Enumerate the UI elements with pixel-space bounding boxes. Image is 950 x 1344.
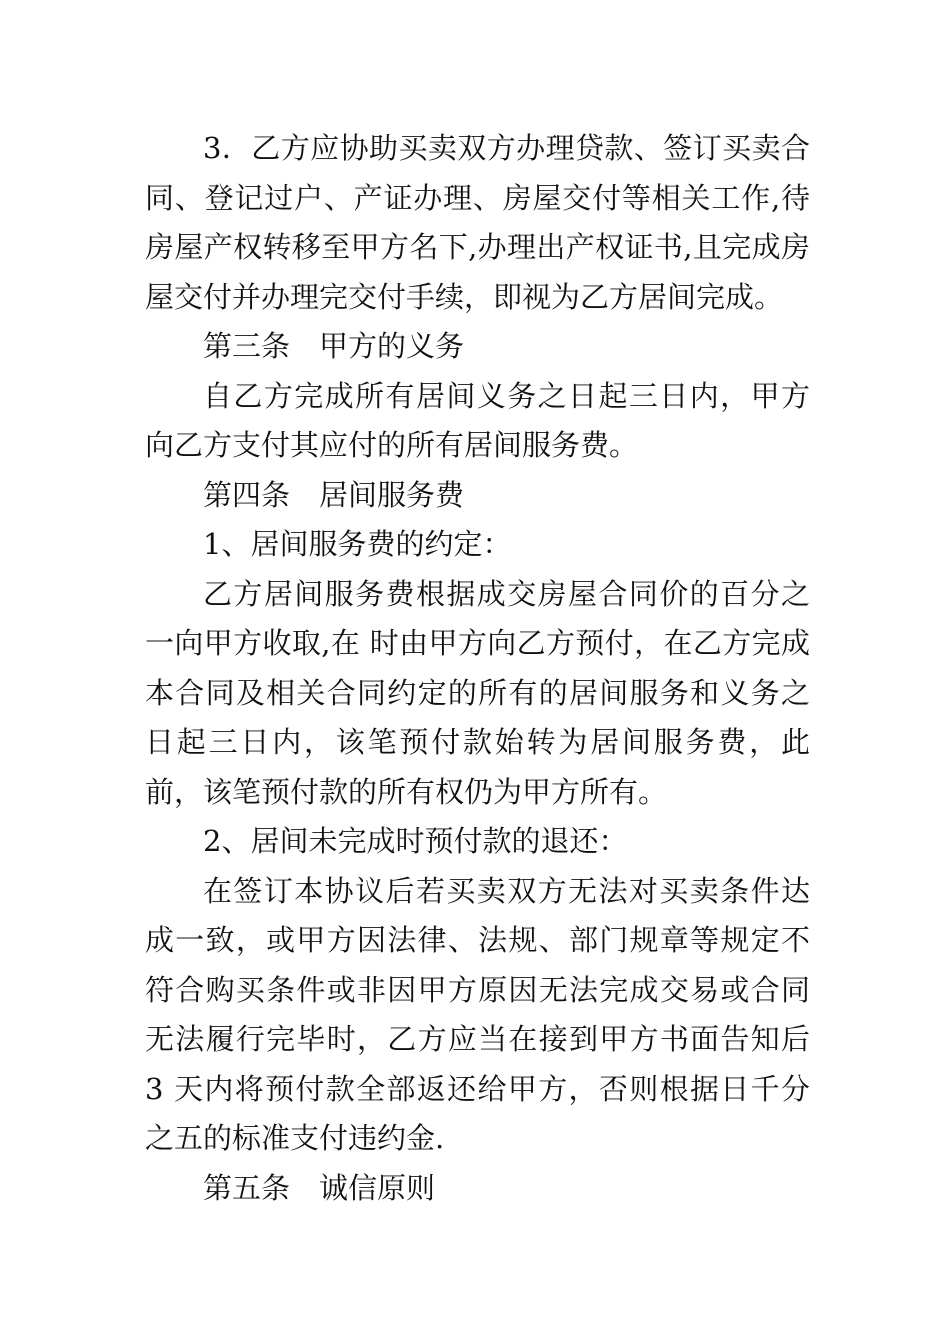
paragraph-prepayment-refund: 在签订本协议后若买卖双方无法对买卖条件达成一致，或甲方因法律、法规、部门规章等规定不符合购买条件或非因甲方原因无法完成交易或合同无法履行完毕时，乙方应当在接到甲方书面告知后 3 天内将预付款全部返还给甲方，否则根据日千分之五的标准支付违约金. bbox=[145, 873, 810, 1155]
heading-article-3: 第三条 甲方的义务 bbox=[203, 329, 465, 363]
subheading-fee-agreement: 1、居间服务费的约定： bbox=[203, 527, 512, 561]
paragraph-party-a-obligation: 自乙方完成所有居间义务之日起三日内，甲方向乙方支付其应付的所有居间服务费。 bbox=[145, 378, 810, 462]
paragraph-clause-3: 3．乙方应协助买卖双方办理贷款、签订买卖合同、登记过户、产证办理、房屋交付等相关工作,待房屋产权转移至甲方名下,办理出产权证书,且完成房屋交付并办理完交付手续，即视为乙方居间完成。 bbox=[145, 131, 810, 314]
heading-article-5: 第五条 诚信原则 bbox=[203, 1170, 436, 1205]
heading-article-4: 第四条 居间服务费 bbox=[203, 477, 465, 512]
subheading-prepayment-refund: 2、居间未完成时预付款的退还： bbox=[203, 824, 628, 858]
paragraph-fee-agreement: 乙方居间服务费根据成交房屋合同价的百分之一向甲方收取,在 时由甲方向乙方预付，在乙方完成本合同及相关合同约定的所有的居间服务和义务之日起三日内，该笔预付款始转为居间服务费，此前，该笔预付款的所有权仍为甲方所有。 bbox=[145, 576, 810, 809]
document-body bbox=[145, 124, 810, 1213]
